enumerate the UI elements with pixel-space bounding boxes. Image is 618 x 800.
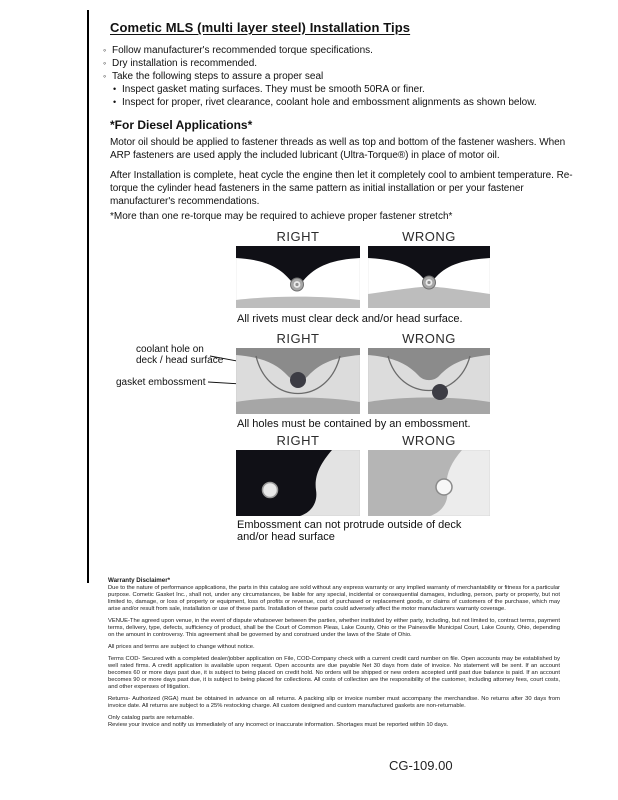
legal-paragraph: Review your invoice and notify us immediately of any incorrect or inaccurate information. Shortages must be reported within 10 days. [108, 722, 449, 728]
annotation-coolant-hole: coolant hole on deck / head surface [136, 344, 224, 366]
legal-paragraph: All prices and terms are subject to change without notice. [108, 644, 255, 650]
filled-bullet-icon: • [113, 84, 117, 94]
diesel-applications-heading: *For Diesel Applications* [110, 118, 253, 132]
list-item [103, 70, 603, 83]
list-item [103, 57, 603, 70]
wrong-label: WRONG [402, 229, 456, 244]
list-item-text: Inspect gasket mating surfaces. They must be smooth 50RA or finer. [122, 84, 425, 95]
wrong-label: WRONG [402, 331, 456, 346]
legal-paragraph: Terms COD- Secured with a completed dealer/jobber application on File, COD-Company check with a current credit card number on file. Open accounts may be established by well rated firms. A credit application is available upon request. Open accounts are due payable Net 30 days from date of invoice. No statement will be sent. If an account becomes 60 or more days past due, it is subject to being placed on credit hold. No orders will be shipped or new orders accepted until past due balance is paid. If an account becomes 90 or more days past due, it is subject to being placed for collections. All costs of collection are the responsibility of the customer, including attorney fees, court costs, and other expenses of litigation. [108, 656, 560, 690]
left-margin-rule [87, 10, 89, 583]
annotation-gasket-embossment: gasket embossment [116, 377, 206, 388]
diagram-rivet-wrong [368, 246, 490, 308]
caption-holes: All holes must be contained by an embossment. [237, 418, 471, 430]
installation-tips-list [103, 44, 603, 109]
legal-heading: Warranty Disclaimer* [108, 577, 171, 584]
right-label: RIGHT [276, 433, 320, 448]
diagram-protrusion-right [236, 450, 360, 516]
diesel-paragraph-2: After Installation is complete, heat cycle the engine then let it completely cool to ambient temperature. Re-torque the cylinder head fasteners in the same pattern as initial installation or per your fastener manufacturer's recommendations. [110, 170, 573, 207]
diagram-embossment-wrong [368, 348, 490, 414]
list-item [103, 44, 603, 57]
diagram-embossment-right [236, 348, 360, 414]
list-item-text: Take the following steps to assure a proper seal [112, 71, 324, 82]
sub-list-item [113, 83, 603, 96]
wrong-label: WRONG [402, 433, 456, 448]
open-bullet-icon: ◦ [103, 58, 107, 68]
caption-rivets: All rivets must clear deck and/or head surface. [237, 313, 463, 325]
caption-protrusion: Embossment can not protrude outside of deck and/or head surface [237, 519, 462, 543]
sub-list-item [113, 96, 603, 109]
filled-bullet-icon: • [113, 97, 117, 107]
list-item-text: Follow manufacturer's recommended torque specifications. [112, 45, 373, 56]
legal-paragraph: Returns- Authorized (RGA) must be obtained in advance on all returns. A packing slip or invoice number must accompany the merchandise. No returns after 30 days from invoice date. All returns are subject to a 25% restocking charge. All custom designed and custom manufactured gaskets are non-returnable. [108, 696, 560, 709]
legal-paragraph: VENUE-The agreed upon venue, in the event of dispute whatsoever between the parties, whether instituted by either party, including, but not limited to, contract terms, payment terms, delivery, type, defects, sufficiency of product, shall be the Court of Common Pleas, Lake County, Ohio or the Painesville Municipal Court, Lake County, Ohio, depending on the amount in controversy. This agreement shall be governed by and construed under the laws of the State of Ohio. [108, 618, 560, 638]
legal-paragraph: Due to the nature of performance applications, the parts in this catalog are sold without any express warranty or any implied warranty of merchantability or fitness for a particular purpose. Cometic Gasket Inc., shall not, under any circumstances, be liable for any special, incidental or consequential damages, including, person, party or property, but not limited to, damage, or loss of property or equipment, loss of profits or revenue, cost of purchased or replacement goods, or claims of customers of the purchase, which may arise and/or result from sale, installation or use of these parts. Installation of these parts could adversely affect the motor manufacturers warranty coverage. [108, 585, 560, 612]
list-item-text: Dry installation is recommended. [112, 58, 258, 69]
catalog-code: CG-109.00 [389, 758, 453, 773]
diesel-paragraph-1: Motor oil should be applied to fastener threads as well as top and bottom of the fastener washers. When ARP fasteners are used apply the included lubricant (Ultra-Torque®) in place of motor oil. [110, 137, 566, 161]
retorque-note: *More than one re-torque may be required to achieve proper fastener stretch* [110, 211, 453, 222]
legal-section [108, 577, 560, 729]
open-bullet-icon: ◦ [103, 71, 107, 81]
right-label: RIGHT [276, 331, 320, 346]
open-bullet-icon: ◦ [103, 45, 107, 55]
right-label: RIGHT [276, 229, 320, 244]
diagram-rivet-right [236, 246, 360, 308]
diagram-protrusion-wrong [368, 450, 490, 516]
page-title: Cometic MLS (multi layer steel) Installation Tips [110, 20, 411, 35]
legal-paragraph: Only catalog parts are returnable. [108, 715, 195, 721]
list-item-text: Inspect for proper, rivet clearance, coolant hole and embossment alignments as shown below. [122, 97, 537, 108]
